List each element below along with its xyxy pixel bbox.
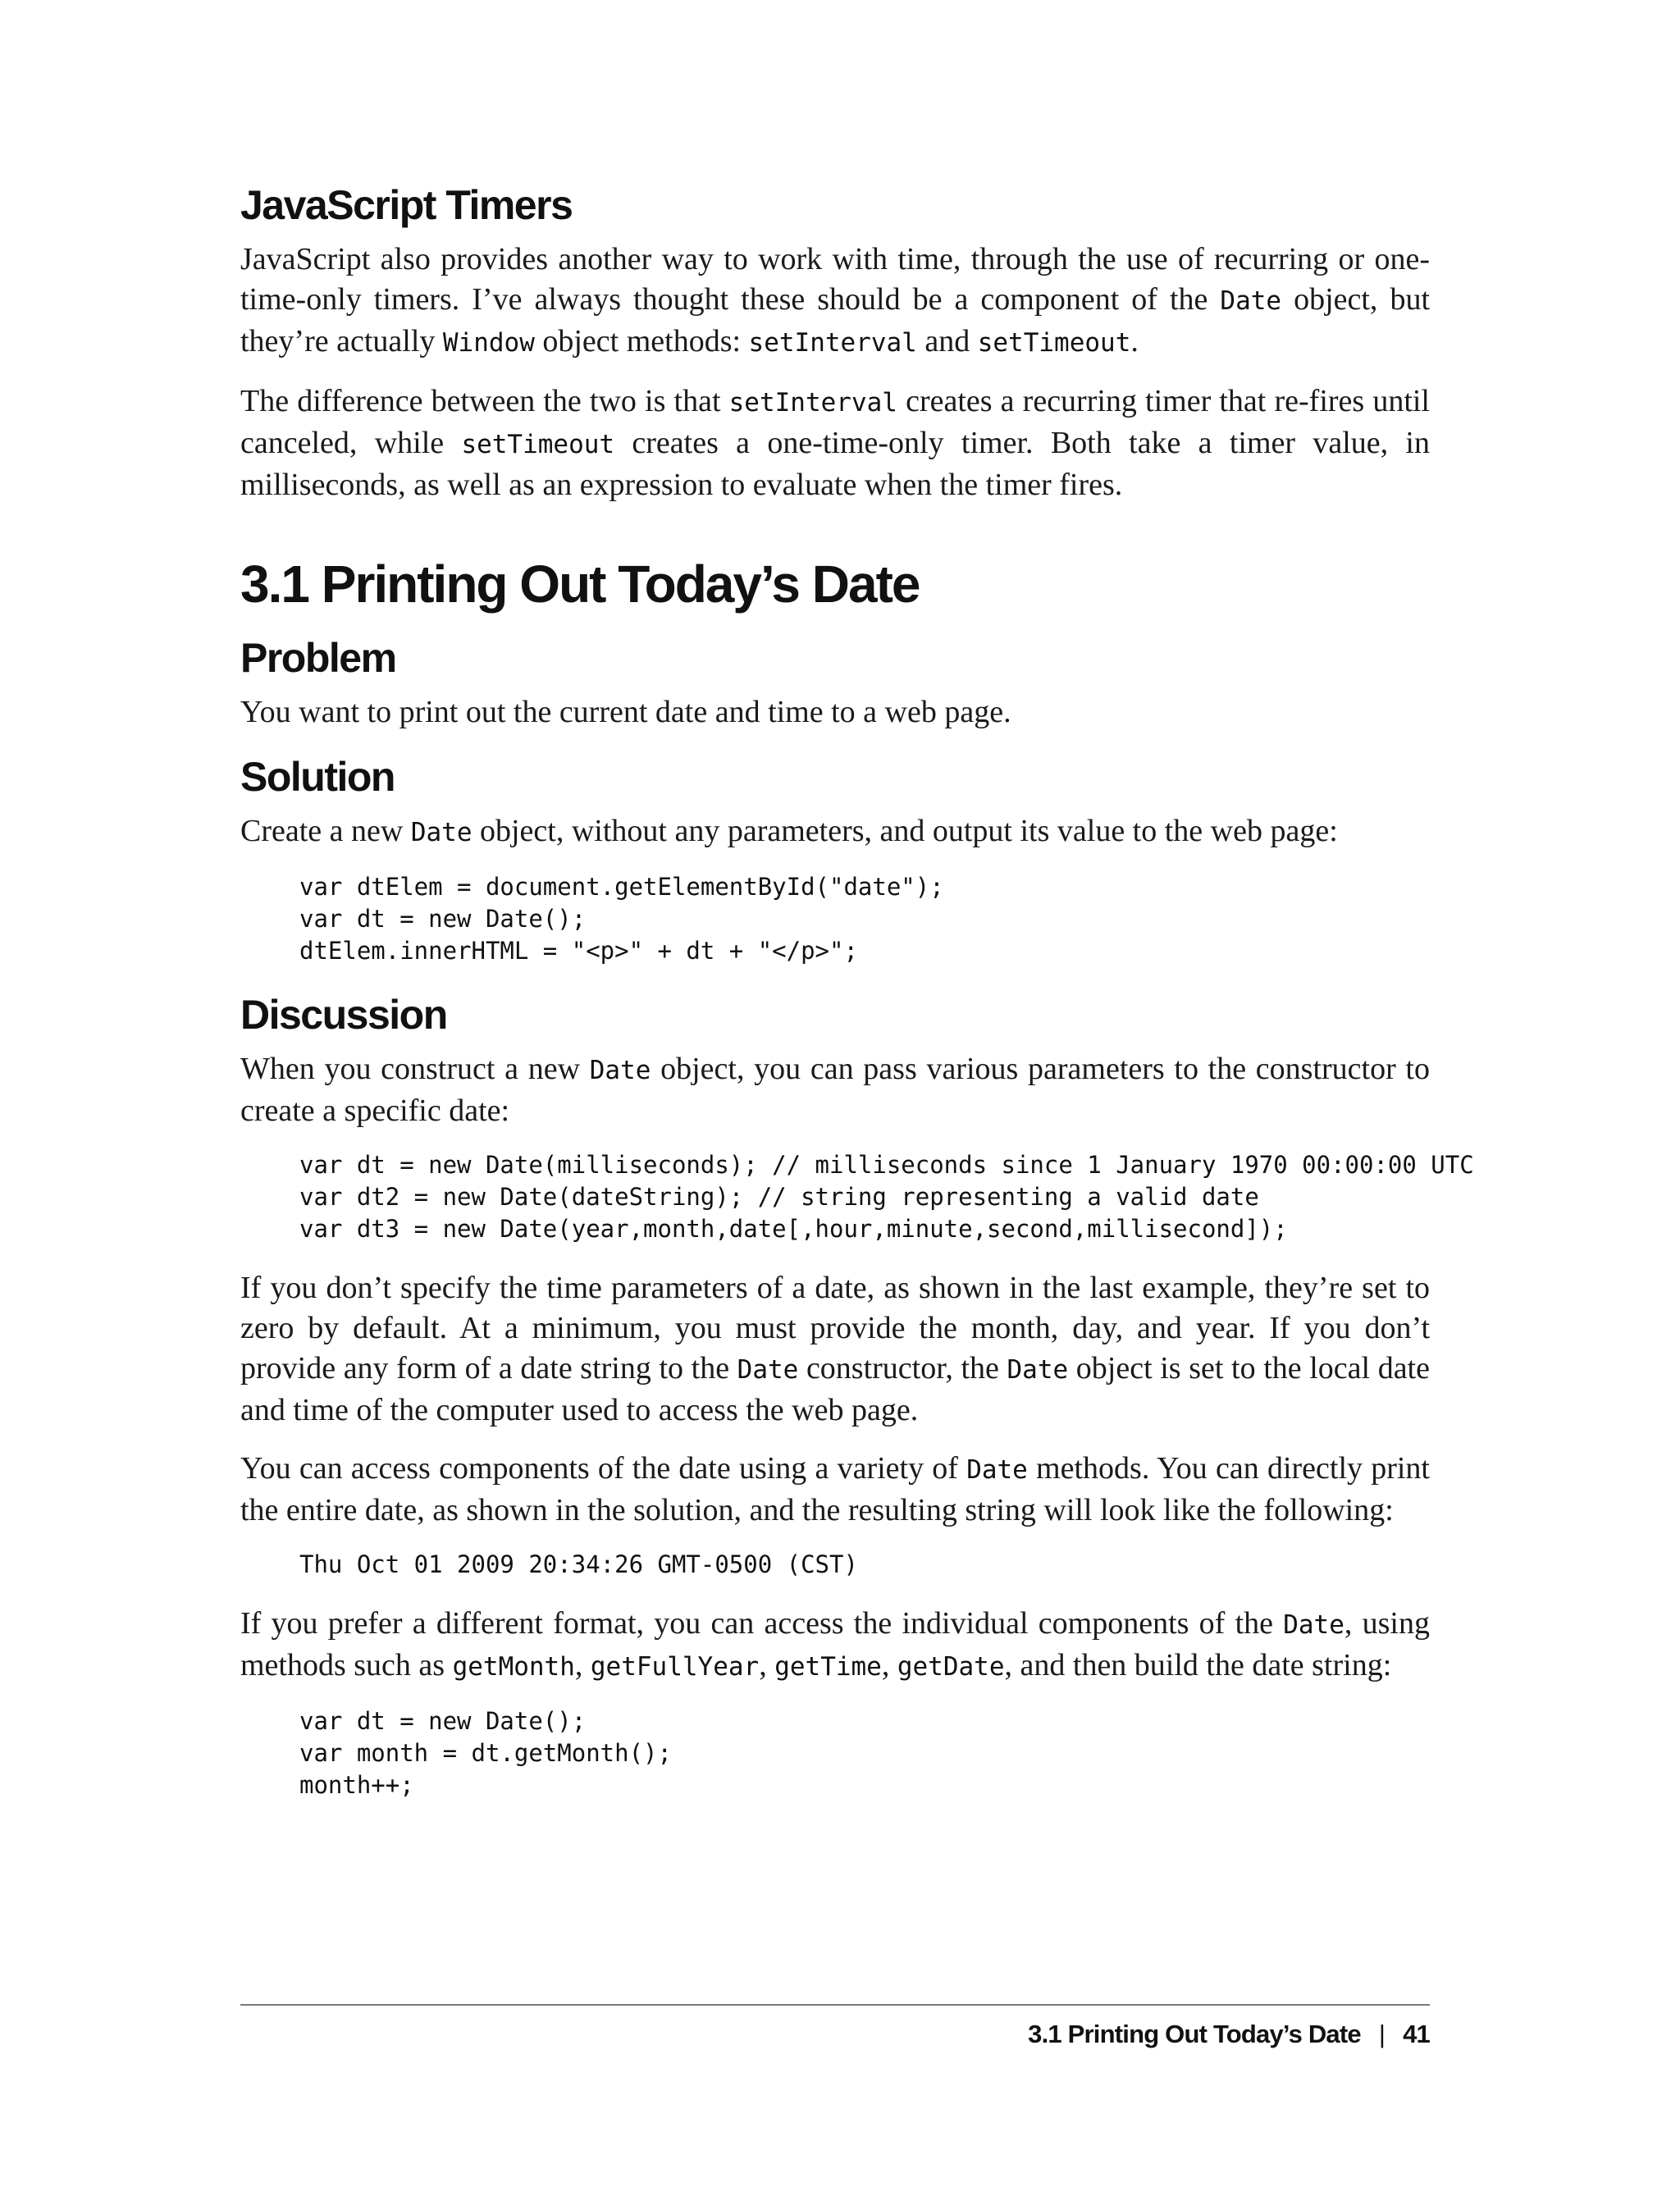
paragraph-timers-2: The difference between the two is that setInterval creates a recurring timer that re-fires until canceled, while setTimeout creates a one-time-only timer. Both take a timer value, in milliseconds, as well as an expression to evaluate when the timer fires. [240,384,1430,502]
code-inline-gettime: getTime [774,1652,882,1682]
code-block-date-output: Thu Oct 01 2009 20:34:26 GMT-0500 (CST) [299,1550,858,1578]
code-inline-getmonth: getMonth [452,1652,575,1682]
problem-text: You want to print out the current date and time to a web page. [240,695,1011,729]
code-inline-setinterval: setInterval [728,388,897,418]
paragraph-discussion-4: If you prefer a different format, you can access the individual components of the Date, using methods such as getMonth, getFullYear, getTime, getDate, and then build the date string: [240,1606,1430,1682]
paragraph-discussion-3: You can access components of the date using a variety of Date methods. You can directly print the entire date, as shown in the solution, and the resulting string will look like the following: [240,1451,1430,1527]
code-inline-date: Date [1220,286,1282,316]
code-inline-date: Date [966,1455,1028,1485]
code-inline-date: Date [410,818,472,847]
code-inline-getdate: getDate [897,1652,1005,1682]
paragraph-discussion-1: When you construct a new Date object, you can pass various parameters to the constructor to create a specific date: [240,1052,1430,1128]
code-block-constructors: var dt = new Date(milliseconds); // milliseconds since 1 January 1970 00:00:00 UTC var dt2 = new Date(dateString); // string representing a valid date var dt3 = new Date(year,month,date[,hour,minute,second,millisecond]); [299,1151,1474,1243]
code-inline-date: Date [589,1056,651,1085]
code-inline-settimeout: setTimeout [977,328,1131,358]
code-inline-getfullyear: getFullYear [590,1652,760,1682]
section-heading-timers: JavaScript Timers [240,182,573,228]
page-footer [1028,2020,1430,2049]
page-body [240,180,1474,1824]
code-inline-setinterval: setInterval [748,328,917,358]
running-title: 3.1 Printing Out Today’s Date [1028,2020,1361,2048]
footer-rule [240,2004,1430,2006]
code-block-components: var dt = new Date(); var month = dt.getMonth(); month++; [299,1707,672,1799]
paragraph-timers-1: JavaScript also provides another way to work with time, through the use of recurring or one-time-only timers. I’ve always thought these should be a component of the Date object, but they’re actually Window object methods: setInterval and setTimeout. [240,242,1431,358]
footer-separator: | [1378,2020,1386,2048]
solution-text: Create a new Date object, without any parameters, and output its value to the web page: [240,814,1338,848]
solution-heading: Solution [240,754,395,800]
code-inline-date: Date [737,1355,799,1385]
discussion-heading: Discussion [240,992,447,1038]
code-inline-date: Date [1283,1610,1344,1640]
code-inline-settimeout: setTimeout [461,430,615,459]
recipe-heading: 3.1 Printing Out Today’s Date [240,555,920,614]
page-number: 41 [1403,2020,1430,2048]
code-block-solution: var dtElem = document.getElementById("date"); var dt = new Date(); dtElem.innerHTML = "<p>" + dt + "</p>"; [299,873,944,965]
problem-heading: Problem [240,635,396,681]
code-inline-date: Date [1007,1355,1069,1385]
paragraph-discussion-2: If you don’t specify the time parameters of a date, as shown in the last example, they’re set to zero by default. At a minimum, you must provide the month, day, and year. If you don’t provide any form of a date string to the Date constructor, the Date object is set to the local date and time of the computer used to access the web page. [240,1271,1430,1427]
code-inline-window: Window [442,328,535,358]
